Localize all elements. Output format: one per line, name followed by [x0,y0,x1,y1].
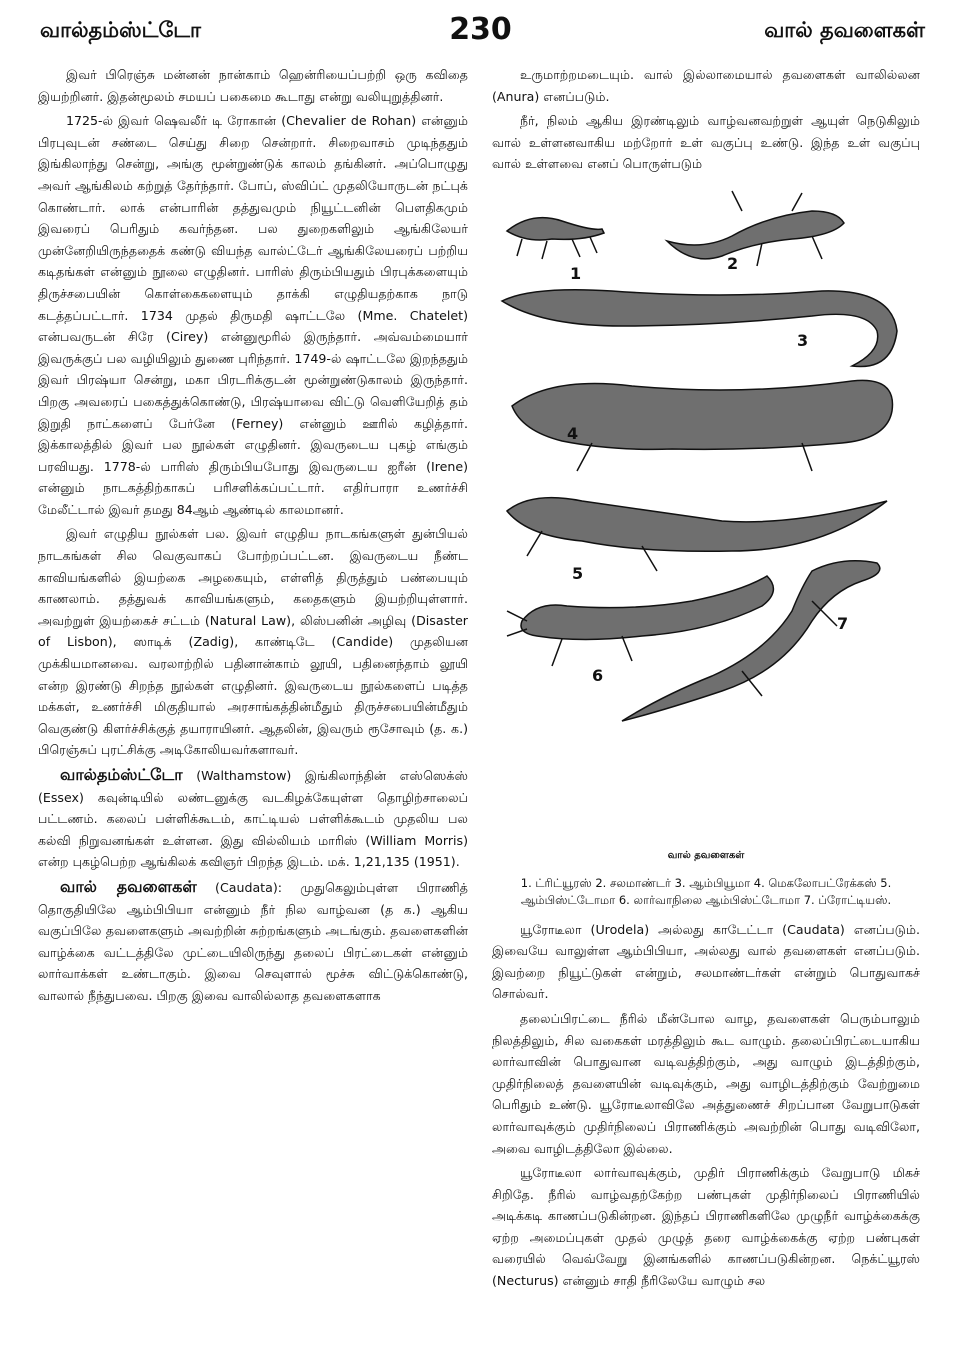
figure-label: 7 [837,613,849,633]
page-number: 230 [449,12,512,47]
paragraph: யூரோடீலா (Urodela) அல்லது காடேட்டா (Caudata) எனப்படும். இவையே வாலுள்ள ஆம்பிபியா, அல்லது வால் தவளைகள் எனப்படும். இவற்றை நியூட்டுகள் என்றும், சலமாண்டர்கள் என்றும் பொதுவாகச் சொல்வர். [492,921,920,1002]
running-head-left: வால்தம்ஸ்ட்டோ [40,18,201,42]
larval-ambystoma-drawing [507,576,773,666]
figure-label: 5 [572,563,584,583]
entry-caudata [38,876,468,1007]
paragraph: தலைப்பிரட்டை நீரில் மீன்போல வாழ, தவளைகள் பெரும்பாலும் நிலத்திலும், சில வகைகள் மரத்திலும் கூட வாழும். தலைப்பிரட்டையாகிய லார்வாவின் பொதுவான வடிவத்திற்கும், அது வாழும் இடத்திற்கும், முதிர்நிலைத் தவளையின் வடிவுக்கும், அது வாழிடத்திற்கும் வேற்றுமை பெரிதும் உண்டு. யூரோடீலாவிலே அத்துணைச் சிறப்பான வேறுபாடுகள் லார்வாவுக்கும் முதிர்நிலைப் பிராணிக்கும் அவற்றின் பொது வடிவிலோ, அவை வாழிடத்திலோ இல்லை. [492,1010,920,1156]
figure-label: 1 [570,263,582,283]
figure-label: 4 [567,423,579,443]
entry-body: (Caudata): முதுகெலும்புள்ள பிராணித் தொகுதியிலே ஆம்பிபியா என்னும் நீர் நில வாழ்வன (த க.) ஆகிய வகுப்பிலே தவளைகளும் அவற்றின் சுற்றங்களும் அடங்கும். தவளைகளின் வாழ்க்கை வட்டத்திலே முட்டையிலிருந்து தலைப் பிரட்டைகள் என்னும் லார்வாக்கள் உண்டாகும். இவை செவுளால் மூச்சு விட்டுக்கொண்டு, வாலால் நீந்துபவை. பிறகு இவை வாலில்லாத தவளைகளாக [38,879,468,1003]
paragraph: நீர், நிலம் ஆகிய இரண்டிலும் வாழ்வனவற்றுள் ஆயுள் நெடுகிலும் வால் உள்ளனவாகிய மற்றோர் உள் வகுப்பு உண்டு. இந்த உள் வகுப்பு வால் உள்ளவை எனப் பொருள்படும் [492,113,920,172]
salamander-figure [492,181,920,841]
amphiuma-drawing [502,290,897,367]
entry-headword: வால்தம்ஸ்ட்டோ [60,765,183,784]
paragraph: 1725-ல் இவர் ஷெவலீர் டி ரோகான் (Chevalier de Rohan) என்னும் பிரபுவுடன் சண்டை செய்து சிறை சென்றார். சிறைவாசம் முடிந்ததும் இங்கிலாந்து சென்று, அங்கு மூன்றுண்டுக் காலம் தங்கினர். அப்பொழுது அவர் ஆங்கிலம் கற்றுத் தேர்ந்தார். போப், ஸ்விப்ட் முதலியோருடன் நட்புக் கொண்டார். லாக் என்பாரின் தத்துவமும் நியூட்டனின் பௌதிகமும் இவரைப் பெரிதும் கவர்ந்தன. பல துறைகளிலும் ஆங்கிலேயர் முன்னேறியிருந்ததைக் கண்டு வியந்த வால்ட்டேர் ஆங்கிலேயரைப் பற்றிய கடிதங்கள் என்னும் நூலை எழுதினர். பாரிஸ் திரும்பியதும் பிரபுக்களையும் திருச்சபையின் கொள்கைகளையும் தாக்கி எழுதியதற்காக நாடு கடத்தப்பட்டார். 1734 முதல் திருமதி ஷாட்டலே (Mme. Chatelet) என்பவருடன் சிரே (Cirey) என்னுமூரில் இருந்தார். அவ்வம்மையார் இவருக்குப் பல வழியிலும் துணை புரிந்தார். 1749-ல் ஷாட்டலே இறந்ததும் இவர் பிரஷ்யா சென்று, மகா பிரடரிக்குடன் மூன்றுண்டுகாலம் இருந்தார். பிறகு அவரைப் பகைத்துக்கொண்டு, பிரஷ்யாவை விட்டு வெளியேறித் தம் இறுதி நாட்களைப் பேர்னே (Ferney) என்னும் ஊரில் கழித்தார். இக்காலத்தில் இவர் பல நூல்கள் எழுதினர். இவருடைய புகழ் எங்கும் பரவியது. 1778-ல் பாரிஸ் திரும்பியபோது இவருடைய ஐரீன் (Irene) என்னும் நாடகத்திற்காகப் பரிசளிக்கப்பட்டார். எதிர்பாரா உணர்ச்சி மேலீட்டால் இவர் தமது 84ஆம் ஆண்டில் காலமானர். [38,113,468,517]
paragraph: இவர் எழுதிய நூல்கள் பல. இவர் எழுதிய நாடகங்களுள் துன்பியல் நாடகங்கள் சில வெகுவாகப் போற்றப்பட்டன. இவருடைய நீண்ட காவியங்களில் இயற்கை அழகையும், எள்ளித் திருத்தும் பண்பையும் காணலாம். தத்துவக் காவியங்களும், கதைகளும் இயற்றியுள்ளார். அவற்றுள் இயற்கைச் சட்டம் (Natural Law), லிஸ்பனின் அழிவு (Disaster of Lisbon), ஸாடிக் (Zadig), காண்டிடே (Candide) முதலியன முக்கியமானவை. வரலாற்றில் பதினான்காம் லூயி, பதினைந்தாம் லூயி என்ற இரண்டு சிறந்த நூல்கள் எழுதினர். இவருடைய நூல்களைப் படித்த மக்கள், உணர்ச்சி மிகுதியால் அரசாங்கத்தின்மீதும் திருச்சபையின்மீதும் வெகுண்டு கிளர்ச்சிக்குத் தயாராயினர். ஆதலின், இவரும் ரூசோவும் (த. க.) பிரெஞ்சுப் புரட்சிக்கு அடிகோலியவர்களாவர். [38,526,468,758]
entry-walthamstow [38,764,468,873]
paragraph: உருமாற்றமடையும். வால் இல்லாமையால் தவளைகள் வாலில்லன (Anura) எனப்படும். [492,67,920,104]
entry-body: (Walthamstow) இங்கிலாந்தின் எஸ்ஸெக்ஸ் (Essex) கவுன்டியில் லண்டனுக்கு வடகிழக்கேயுள்ள தொழிற்சாலைப் பட்டணம். கலைப் பள்ளிக்கூடம், காட்டியல் பள்ளிக்கூடம் முதலிய பல கல்வி நிறுவனங்கள் உள்ளன. இது வில்லியம் மாரிஸ் (William Morris) என்ற புகழ்பெற்ற ஆங்கிலக் கவிஞர் பிறந்த இடம். மக். 1,21,135 (1951). [38,768,468,870]
running-head-right: வால் தவளைகள் [764,18,925,42]
figure-caption: 1. ட்ரிட்யூரஸ் 2. சலமாண்டர் 3. ஆம்பியூமா 4. மெகலோபட்ரேக்கஸ் 5. ஆம்பிஸ்ட்டோமா 6. லார்வாநிலை ஆம்பிஸ்ட்டோமா 7. ப்ரோட்டியஸ். [520,875,892,907]
entry-headword: வால் தவளைகள் [60,876,197,896]
paragraph: இவர் பிரெஞ்சு மன்னன் நான்காம் ஹென்ரியைப்பற்றி ஒரு கவிதை இயற்றினர். இதன்மூலம் சமயப் பகைமை கூடாது என்று வலியுறுத்தினர். [38,67,468,104]
paragraph: யூரோடீலா லார்வாவுக்கும், முதிர் பிராணிக்கும் வேறுபாடு மிகச் சிறிதே. நீரில் வாழ்வதற்கேற்ற பண்புகள் முதிர்நிலைப் பிராணியில் அடிக்கடி காணப்படுகின்றன. இந்தப் பிராணிகளிலே முழுநீர் வாழ்க்கைக்கு ஏற்ற அமைப்புகள் முதல் முழுத் தரை வாழ்க்கைக்கு ஏற்ற பண்புகள் வரையில் வெவ்வேறு இனங்களில் காணப்படுகின்றன. நெக்ட்யூரஸ் (Necturus) என்னும் சாதி நீரிலேயே வாழும் சல [492,1165,920,1289]
figure-label: 2 [727,253,739,273]
ambystoma-drawing [507,498,887,571]
newt-drawing [507,218,604,259]
right-column [492,64,920,1295]
salamander-drawing [667,191,844,266]
figure-title: வால் தவளைகள் [667,849,745,861]
left-column [38,64,468,1010]
salamander-illustration [492,181,920,841]
figure-label: 3 [797,330,809,350]
figure-label: 6 [592,665,604,685]
